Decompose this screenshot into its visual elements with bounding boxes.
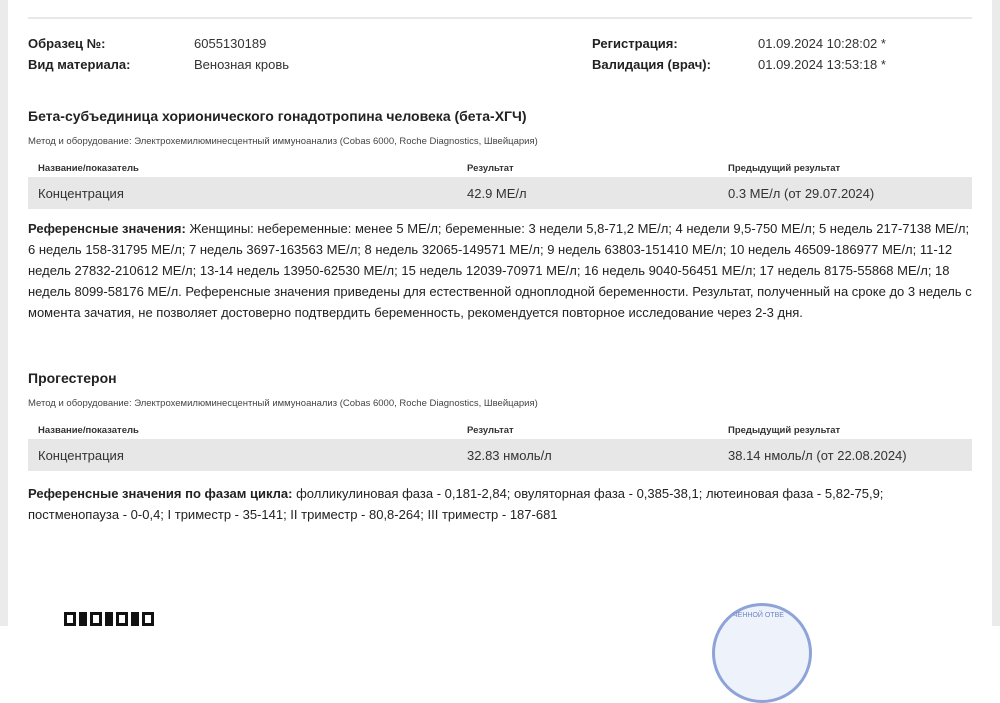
stamp-text: ЧЕННОЙ ОТВЕ xyxy=(733,612,784,619)
stamp-seal xyxy=(712,603,812,703)
validation-label: Валидация (врач): xyxy=(592,57,711,72)
prog-row-result: 32.83 нмоль/л xyxy=(467,448,552,463)
prog-table-row xyxy=(28,439,972,471)
prog-reference xyxy=(28,483,978,525)
hcg-col-prev: Предыдущий результат xyxy=(728,163,841,174)
hcg-row-prev: 0.3 МЕ/л (от 29.07.2024) xyxy=(728,186,875,201)
prog-title: Прогестерон xyxy=(28,370,117,386)
sample-label: Образец №: xyxy=(28,36,106,51)
hcg-ref-text: Женщины: небеременные: менее 5 МЕ/л; беременные: 3 недели 5,8-71,2 МЕ/л; 4 недели 9,5-750 МЕ/л; 5 недель 217-7138 МЕ/л; 6 недель 158-31795 МЕ/л; 7 недель 3697-163563 МЕ/л; 8 недель 32065-149571 МЕ/л; 9 недель 63803-151410 МЕ/л; 10 недель 46509-186977 МЕ/л; 11-12 недель 27832-210612 МЕ/л; 13-14 недель 13950-62530 МЕ/л; 15 недель 12039-70971 МЕ/л; 16 недель 9040-56451 МЕ/л; 17 недель 8175-55868 МЕ/л; 18 недель 8099-58176 МЕ/л. Референсные значения приведены для естественной одноплодной беременности. Результат, полученный на сроке до 3 недель с момента зачатия, не позволяет достоверно подтвердить беременность, рекомендуется повторное исследование через 2-3 дня. xyxy=(28,221,972,320)
qr-code-icon xyxy=(64,612,174,632)
prog-row-prev: 38.14 нмоль/л (от 22.08.2024) xyxy=(728,448,907,463)
material-value: Венозная кровь xyxy=(194,57,290,72)
prog-col-result: Результат xyxy=(467,425,514,436)
hcg-col-name: Название/показатель xyxy=(38,163,139,174)
prog-ref-text: фолликулиновая фаза - 0,181-2,84; овуляторная фаза - 0,385-38,1; лютеиновая фаза - 5,82-75,9; постменопауза - 0-0,4; I триместр - 35-141; II триместр - 80,8-264; III триместр - 187-681 xyxy=(28,486,884,522)
material-label: Вид материала: xyxy=(28,57,131,72)
page-edge-right xyxy=(992,0,1000,626)
sample-value: 6055130189 xyxy=(194,36,267,51)
hcg-row-result: 42.9 МЕ/л xyxy=(467,186,527,201)
hcg-method: Метод и оборудование: Электрохемилюминесцентный иммуноанализ (Cobas 6000, Roche Diagnostics, Швейцария) xyxy=(28,136,538,147)
prog-method: Метод и оборудование: Электрохемилюминесцентный иммуноанализ (Cobas 6000, Roche Diagnostics, Швейцария) xyxy=(28,398,538,409)
hcg-row-name: Концентрация xyxy=(38,186,124,201)
hcg-col-result: Результат xyxy=(467,163,514,174)
prog-col-name: Название/показатель xyxy=(38,425,139,436)
page-edge-left xyxy=(0,0,8,626)
prog-col-prev: Предыдущий результат xyxy=(728,425,841,436)
hcg-ref-label: Референсные значения: xyxy=(28,221,186,236)
registration-value: 01.09.2024 10:28:02 * xyxy=(758,36,886,51)
registration-label: Регистрация: xyxy=(592,36,678,51)
prog-ref-label: Референсные значения по фазам цикла: xyxy=(28,486,293,501)
divider xyxy=(28,17,972,19)
validation-value: 01.09.2024 13:53:18 * xyxy=(758,57,886,72)
prog-row-name: Концентрация xyxy=(38,448,124,463)
hcg-title: Бета-субъединица хорионического гонадотропина человека (бета-ХГЧ) xyxy=(28,108,527,124)
hcg-reference xyxy=(28,218,978,323)
hcg-table-row xyxy=(28,177,972,209)
